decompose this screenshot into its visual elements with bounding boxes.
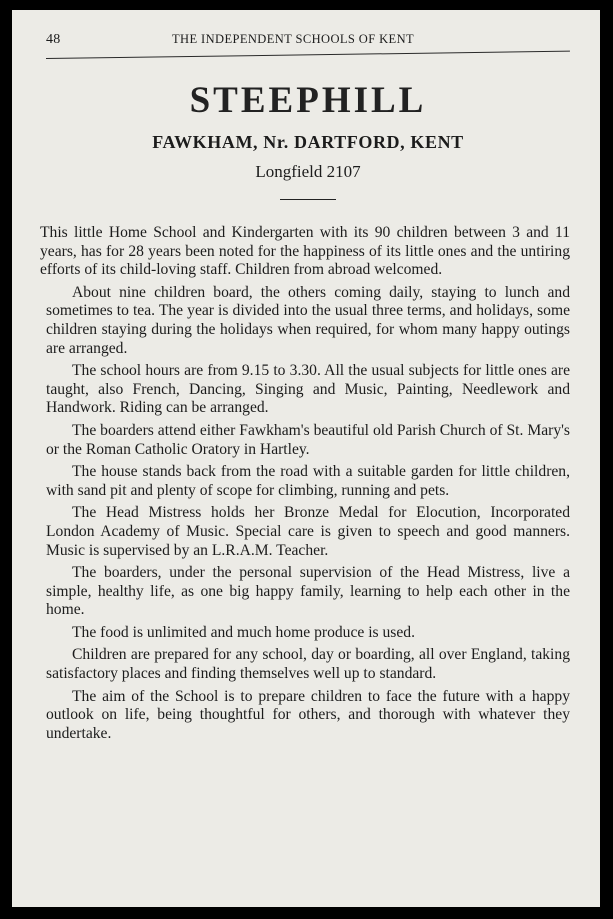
running-title: THE INDEPENDENT SCHOOLS OF KENT bbox=[172, 32, 415, 46]
paragraph-church: The boarders attend either Fawkham's beautiful old Parish Church of St. Mary's or the Roman Catholic Oratory in Hartley. bbox=[46, 421, 570, 458]
paragraph-preparation: Children are prepared for any school, day or boarding, all over England, taking satisfactory places and finding themselves well up to standard. bbox=[46, 646, 570, 683]
paragraph-food: The food is unlimited and much home produce is used. bbox=[72, 623, 415, 641]
title-divider bbox=[280, 199, 336, 200]
paragraph-boarding: About nine children board, the others coming daily, staying to lunch and sometimes to tea. The year is divided into the usual three terms, and holidays, some children staying during the holidays when required, for whom many happy outings are arranged. bbox=[46, 283, 570, 357]
paragraph-aim: The aim of the School is to prepare children to face the future with a happy outlook on life, being thoughtful for others, and thorough with whatever they undertake. bbox=[46, 687, 570, 742]
book-page bbox=[12, 10, 600, 907]
school-title: STEEPHILL bbox=[189, 80, 427, 121]
body-text bbox=[40, 224, 570, 743]
school-telephone: Longfield 2107 bbox=[255, 162, 361, 181]
page-number: 48 bbox=[46, 32, 61, 47]
paragraph-hours: The school hours are from 9.15 to 3.30. All the usual subjects for little ones are taught, also French, Dancing, Singing and Music, Painting, Needlework and Handwork. Riding can be arranged. bbox=[46, 362, 570, 417]
running-head bbox=[46, 32, 570, 50]
paragraph-house: The house stands back from the road with a suitable garden for little children, with sand pit and plenty of scope for climbing, running and pets. bbox=[46, 463, 570, 499]
header-rule bbox=[46, 51, 570, 59]
paragraph-intro: This little Home School and Kindergarten with its 90 children between 3 and 11 years, has for 28 years been noted for the happiness of its little ones and the untiring efforts of its child-loving staff. Children from abroad welcomed. bbox=[40, 224, 570, 279]
paragraph-head-mistress: The Head Mistress holds her Bronze Medal for Elocution, Incorporated London Academy of Music. Special care is given to speech and good manners. Music is supervised by an L.R.A.M. Teacher. bbox=[46, 504, 570, 559]
paragraph-boarders: The boarders, under the personal supervision of the Head Mistress, live a simple, healthy life, as one big happy family, learning to help each other in the home. bbox=[46, 564, 570, 619]
school-location: FAWKHAM, Nr. DARTFORD, KENT bbox=[152, 132, 464, 152]
